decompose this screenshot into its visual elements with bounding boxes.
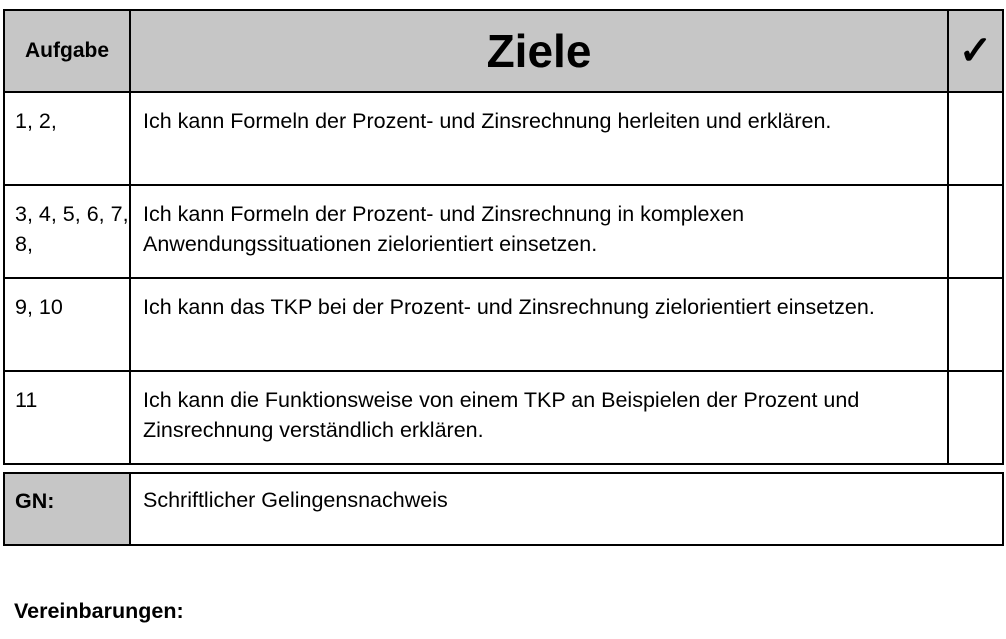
- goal-text-cell: Ich kann Formeln der Prozent- und Zinsrechnung herleiten und erklären.: [130, 92, 948, 185]
- goal-text-cell: Ich kann die Funktionsweise von einem TKP an Beispielen der Prozent und Zinsrechnung verständlich erklären.: [130, 371, 948, 464]
- goal-text-cell: Ich kann Formeln der Prozent- und Zinsrechnung in komplexen Anwendungssituationen zielorientiert einsetzen.: [130, 185, 948, 278]
- task-column-header: Aufgabe: [4, 10, 130, 92]
- goal-tasks-cell: 1, 2,: [4, 92, 130, 185]
- goal-row: [4, 278, 1003, 371]
- goal-tasks-cell: 11: [4, 371, 130, 464]
- goal-tasks-cell: 3, 4, 5, 6, 7, 8,: [4, 185, 130, 278]
- agreements-heading: Vereinbarungen:: [14, 599, 184, 623]
- gn-table: [3, 472, 1004, 546]
- goal-row: [4, 185, 1003, 278]
- goals-header-row: [4, 10, 1003, 92]
- goal-check-cell[interactable]: [948, 92, 1003, 185]
- goal-check-cell[interactable]: [948, 278, 1003, 371]
- goal-check-cell[interactable]: [948, 371, 1003, 464]
- gn-value: Schriftlicher Gelingensnachweis: [130, 473, 1003, 545]
- goals-column-header: Ziele: [130, 10, 948, 92]
- goal-text-cell: Ich kann das TKP bei der Prozent- und Zinsrechnung zielorientiert einsetzen.: [130, 278, 948, 371]
- goal-row: [4, 371, 1003, 464]
- goals-table: [3, 9, 1004, 465]
- gn-row: [4, 473, 1003, 545]
- goal-check-cell[interactable]: [948, 185, 1003, 278]
- goal-tasks-cell: 9, 10: [4, 278, 130, 371]
- goal-row: [4, 92, 1003, 185]
- checkmark-header-icon: ✓: [948, 10, 1003, 92]
- gn-label: GN:: [4, 473, 130, 545]
